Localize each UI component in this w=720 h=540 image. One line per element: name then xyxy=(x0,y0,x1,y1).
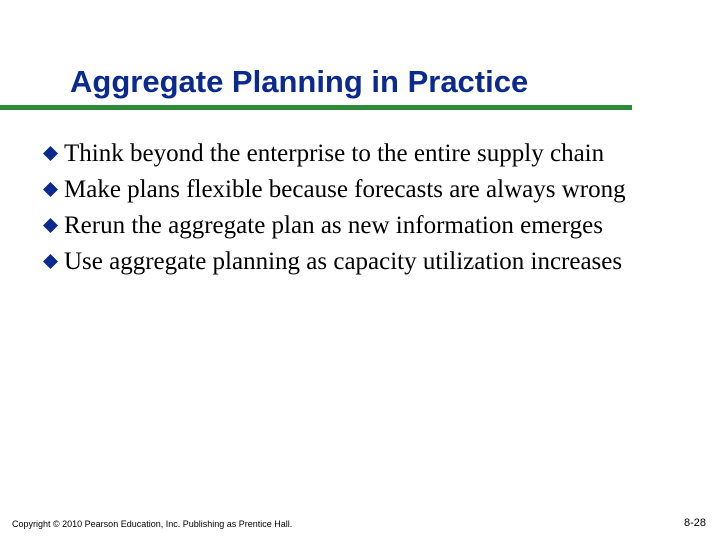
page-number: 8-28 xyxy=(683,517,706,529)
bullet-item xyxy=(43,245,693,278)
bullet-text: Make plans flexible because forecasts are always wrong xyxy=(64,176,626,203)
slide-title: Aggregate Planning in Practice xyxy=(70,64,529,99)
bullet-item xyxy=(43,209,693,242)
bullet-text: Think beyond the enterprise to the entire supply chain xyxy=(64,140,605,167)
footer-copyright: Copyright © 2010 Pearson Education, Inc. Publishing as Prentice Hall. xyxy=(12,519,293,529)
bullet-list xyxy=(43,137,693,281)
bullet-item xyxy=(43,173,693,206)
diamond-bullet-icon xyxy=(43,254,58,269)
bullet-item xyxy=(43,137,693,170)
diamond-bullet-icon xyxy=(43,218,58,233)
bullet-text: Use aggregate planning as capacity utilization increases xyxy=(64,248,623,275)
bullet-text: Rerun the aggregate plan as new information emerges xyxy=(64,212,603,239)
diamond-bullet-icon xyxy=(43,182,58,197)
title-underline-rule xyxy=(0,105,632,110)
diamond-bullet-icon xyxy=(43,146,58,161)
